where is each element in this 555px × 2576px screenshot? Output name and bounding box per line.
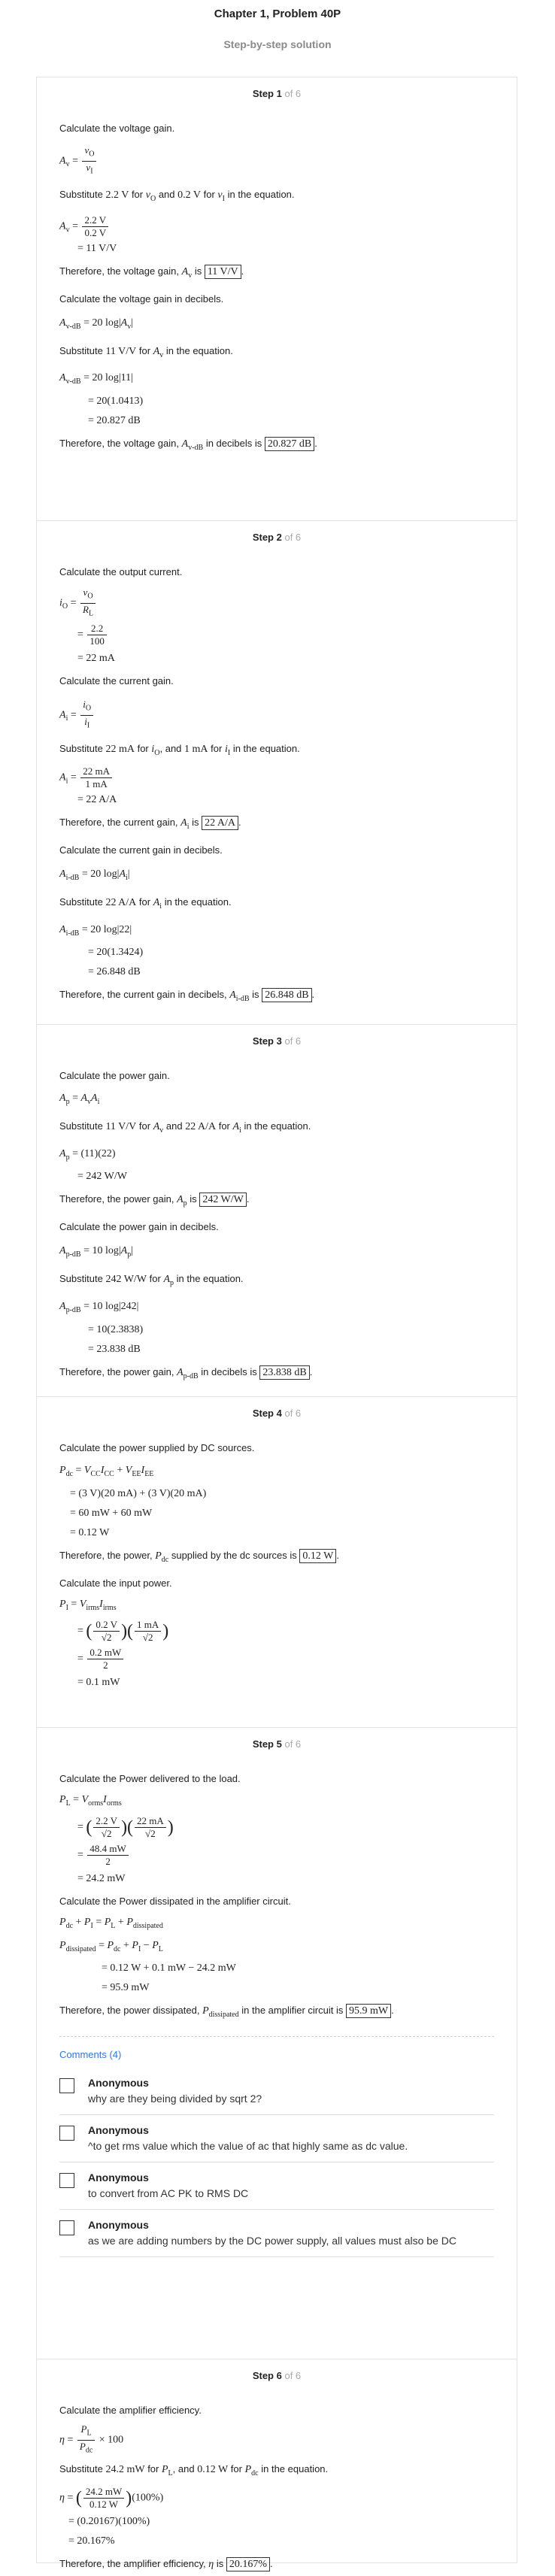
- step-3: [37, 1025, 517, 1397]
- solution-steps: [36, 77, 517, 2570]
- step-result: Therefore, the power dissipated, $P_{dissipated}$ in the amplifier circuit is 95.9 mW .: [59, 2005, 394, 2020]
- step-text: Calculate the current gain.: [59, 675, 174, 687]
- step-text: Calculate the Power delivered to the load.: [59, 1773, 241, 1784]
- step-heading: Step 4 of 6: [252, 1408, 302, 1419]
- step-text: Substitute 242 W/W for $A_p$ in the equation.: [59, 1272, 244, 1287]
- step-2: [37, 521, 517, 1025]
- step-5: [37, 1728, 517, 2359]
- equation: $P_I = V_{irms}I_{irms}$: [59, 1598, 117, 1612]
- step-heading: Step 2 of 6: [252, 532, 302, 543]
- step-text: Calculate the power gain in decibels.: [59, 1221, 219, 1233]
- step-text: Substitute 11 V/V for $A_v$ in the equation.: [59, 344, 233, 359]
- equation: = 0.1 mW: [77, 1677, 120, 1689]
- comment-author: Anonymous: [88, 2077, 149, 2090]
- equation: = 10(2.3838): [88, 1323, 144, 1335]
- page-subtitle: Step-by-step solution: [223, 38, 332, 50]
- step-6: [37, 2359, 517, 2570]
- answer-box: 20.827 dB: [265, 437, 314, 451]
- comment-checkbox[interactable]: [59, 2078, 74, 2093]
- answer-box: 23.838 dB: [259, 1365, 309, 1380]
- comment-checkbox[interactable]: [59, 2220, 74, 2235]
- step-text: Calculate the voltage gain in decibels.: [59, 292, 224, 305]
- equation: = 23.838 dB: [88, 1343, 141, 1355]
- equation: $A_{i-dB} = 20$ log|22|: [59, 923, 132, 938]
- comment-text: as we are adding numbers by the DC power supply, all values must also be DC: [88, 2235, 456, 2247]
- answer-box: 20.167%: [226, 2557, 270, 2571]
- step-text: Calculate the input power.: [59, 1577, 172, 1589]
- comments-link[interactable]: Comments (4): [59, 2036, 494, 2060]
- equation: = 0.12 W: [70, 1526, 110, 1538]
- step-text: Calculate the Power dissipated in the amplifier circuit.: [59, 1895, 291, 1907]
- comment-text: ^to get rms value which the value of ac that highly same as dc value.: [88, 2140, 408, 2153]
- step-result: Therefore, the voltage gain, $A_v$ is 11 V/V .: [59, 265, 244, 280]
- step-result: Therefore, the power gain, $A_p$ is 242 W/W .: [59, 1193, 250, 1208]
- equation: $i_O$ = $\frac{v_O}{R_L}$: [59, 586, 494, 620]
- answer-box: 11 V/V: [205, 265, 241, 279]
- equation: $A_p = A_vA_i$: [59, 1093, 100, 1106]
- equation: = 20.167%: [68, 2535, 115, 2547]
- step-heading: Step 1 of 6: [252, 88, 302, 99]
- equation: = 26.848 dB: [88, 966, 141, 978]
- equation: = 0.12 W + 0.1 mW − 24.2 mW: [102, 1962, 236, 1974]
- step-heading: Step 3 of 6: [252, 1035, 302, 1047]
- comment: [59, 2210, 494, 2257]
- equation: $P_{dissipated} = P_{dc} + P_I - P_L$: [59, 1939, 163, 1953]
- step-result: Therefore, the amplifier efficiency, η is 20.167% .: [59, 2557, 273, 2570]
- answer-box: 0.12 W: [299, 1549, 336, 1563]
- equation: = 11 V/V: [77, 242, 117, 254]
- comment-author: Anonymous: [88, 2124, 149, 2137]
- step-text: Substitute 11 V/V for $A_v$ and 22 A/A for $A_i$ in the equation.: [59, 1120, 311, 1135]
- comment-text: why are they being divided by sqrt 2?: [88, 2093, 262, 2105]
- page-header: [0, 0, 555, 66]
- equation: = (0.20167)(100%): [68, 2515, 150, 2527]
- answer-box: 22 A/A: [202, 816, 238, 830]
- step-result: Therefore, the current gain, $A_i$ is 22 A/A .: [59, 817, 241, 831]
- step-text: Substitute 24.2 mW for $P_L$, and 0.12 W for $P_{dc}$ in the equation.: [59, 2463, 329, 2478]
- step-text: Substitute 22 A/A for $A_i$ in the equation.: [59, 896, 232, 911]
- equation: = 20.827 dB: [88, 415, 141, 427]
- equation: η = ( $\frac{24.2 mW}{0.12 W}$ )(100%): [59, 2485, 164, 2510]
- comment-checkbox[interactable]: [59, 2126, 74, 2141]
- answer-box: 26.848 dB: [262, 988, 311, 1002]
- step-heading: Step 6 of 6: [252, 2370, 302, 2381]
- equation: $A_v$ = $\frac{v_O}{v_I}$: [59, 144, 494, 177]
- equation: $A_{p-dB} = 10$ $\log|A_p|$: [59, 1245, 134, 1259]
- equation: = 20(1.3424): [88, 947, 144, 959]
- equation: η = $\frac{P_L}{P_{dc}}$ × 100: [59, 2423, 124, 2455]
- equation: = (3 V)(20 mA) + (3 V)(20 mA): [70, 1487, 207, 1499]
- equation: = $\frac{2.2}{100}$: [59, 623, 494, 647]
- comment-author: Anonymous: [88, 2171, 149, 2184]
- step-text: Substitute 22 mA for $i_O$, and 1 mA for $i_I$ in the equation.: [59, 743, 300, 758]
- equation: $A_{i-dB} = 20$ $\log|A_i|$: [59, 868, 130, 882]
- equation: $A_v$ = $\frac{2.2 V}{0.2 V}$: [59, 214, 494, 239]
- comment-text: to convert from AC PK to RMS DC: [88, 2187, 249, 2200]
- equation: $P_{dc} = V_{CC}I_{CC} + V_{EE}I_{EE}$: [59, 1465, 154, 1478]
- equation: $A_i$ = $\frac{i_O}{i_I}$: [59, 699, 494, 732]
- answer-box: 242 W/W: [199, 1193, 247, 1207]
- equation: = 242 W/W: [77, 1171, 127, 1183]
- equation: = $\frac{0.2 mW}{2}$: [59, 1647, 494, 1671]
- step-4: [37, 1397, 517, 1728]
- step-heading: Step 5 of 6: [252, 1738, 302, 1750]
- equation: = 22 A/A: [77, 794, 117, 806]
- step-result: Therefore, the power, $P_{dc}$ supplied by the dc sources is 0.12 W .: [59, 1549, 339, 1564]
- comment-author: Anonymous: [88, 2219, 149, 2232]
- comment: [59, 2162, 494, 2210]
- step-text: Calculate the power gain.: [59, 1070, 170, 1081]
- answer-box: 95.9 mW: [346, 2004, 391, 2018]
- equation: $A_i$ = $\frac{22 mA}{1 mA}$: [59, 765, 494, 790]
- equation: = $\frac{48.4 mW}{2}$: [59, 1843, 494, 1868]
- equation: $A_{v-dB} = 20$ log|11|: [59, 372, 133, 386]
- equation: = 24.2 mW: [77, 1872, 126, 1884]
- equation: = 20(1.0413): [88, 395, 144, 408]
- step-text: Calculate the output current.: [59, 566, 183, 577]
- equation: $P_{dc} + P_I = P_L + P_{dissipated}$: [59, 1916, 163, 1930]
- equation: $A_p = (11)(22)$: [59, 1147, 116, 1162]
- step-text: Calculate the power supplied by DC sources.: [59, 1442, 255, 1453]
- step-text: Calculate the current gain in decibels.: [59, 844, 223, 856]
- equation: = 22 mA: [77, 653, 115, 665]
- equation: $P_L = V_{orms}I_{orms}$: [59, 1794, 122, 1808]
- step-text: Calculate the amplifier efficiency.: [59, 2405, 202, 2416]
- page-title: Chapter 1, Problem 40P: [214, 8, 341, 20]
- step-result: Therefore, the voltage gain, $A_{v-dB}$ in decibels is 20.827 dB .: [59, 438, 317, 452]
- step-result: Therefore, the current gain in decibels, $A_{i-dB}$ is 26.848 dB .: [59, 989, 315, 1004]
- equation: = 60 mW + 60 mW: [70, 1507, 153, 1519]
- comment: [59, 2115, 494, 2162]
- equation: = 95.9 mW: [102, 1982, 150, 1994]
- equation: = ( $\frac{0.2 V}{√2}$ )( $\frac{1 mA}{√2}$ ): [77, 1619, 169, 1644]
- comment-checkbox[interactable]: [59, 2173, 74, 2188]
- step-result: Therefore, the power gain, $A_{p-dB}$ in decibels is 23.838 dB .: [59, 1365, 313, 1380]
- step-text: Calculate the voltage gain.: [59, 123, 175, 134]
- step-text: Substitute 2.2 V for $v_O$ and 0.2 V for $v_I$ in the equation.: [59, 189, 295, 203]
- step-1: [37, 77, 517, 521]
- equation: $A_{p-dB} = 10$ log|242|: [59, 1300, 139, 1314]
- comment: [59, 2068, 494, 2115]
- equation: $A_{v-dB} = 20$ $\log|A_v|$: [59, 317, 134, 331]
- equation: = ( $\frac{2.2 V}{√2}$ )( $\frac{22 mA}{√2}$ ): [77, 1814, 174, 1839]
